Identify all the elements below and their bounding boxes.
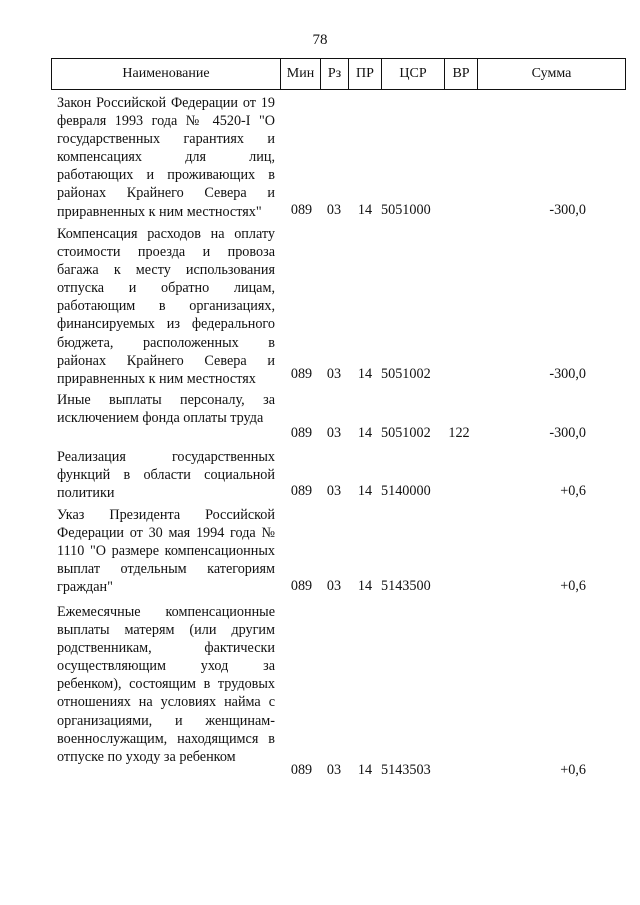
row-min: 089 — [290, 762, 313, 778]
row-pr: 14 — [357, 762, 373, 778]
header-min: Мин — [281, 59, 321, 89]
row-pr: 14 — [357, 366, 373, 382]
row-pr: 14 — [357, 425, 373, 441]
row-name: Указ Президента Российской Федерации от 30 мая 1994 года № 1110 "О размере компенсационных выплат отдельным категориям граждан" — [57, 507, 275, 596]
row-min: 089 — [290, 425, 313, 441]
row-csr: 5051002 — [381, 425, 431, 441]
header-vr: ВР — [445, 59, 478, 89]
row-name: Ежемесячные компенсационные выплаты матерям (или другим родственникам, фактически осуществляющим уход за ребенком), состоящим в трудовых отношениях на условиях найма с организациями, и женщинам-военнослужащим, находящимся в отпуске по уходу за ребенком — [57, 604, 275, 765]
row-pr: 14 — [357, 202, 373, 218]
row-name: Компенсация расходов на оплату стоимости проезда и провоза багажа к месту использования отпуска и обратно лицам, работающим в организациях, финансируемых из федерального бюджета, расположенных в районах Крайнего Севера и приравненных к ним местностях — [57, 226, 275, 387]
row-name: Реализация государственных функций в области социальной политики — [57, 449, 275, 502]
row-rz: 03 — [326, 483, 342, 499]
row-vr: 122 — [448, 425, 470, 441]
header-name: Наименование — [52, 59, 281, 89]
table-header — [51, 58, 626, 90]
row-min: 089 — [290, 578, 313, 594]
row-rz: 03 — [326, 762, 342, 778]
row-sum: -300,0 — [549, 202, 586, 218]
row-csr: 5051000 — [381, 202, 431, 218]
row-rz: 03 — [326, 202, 342, 218]
row-rz: 03 — [326, 366, 342, 382]
row-csr: 5143500 — [381, 578, 431, 594]
row-rz: 03 — [326, 578, 342, 594]
row-min: 089 — [290, 366, 313, 382]
row-csr: 5143503 — [381, 762, 431, 778]
header-csr: ЦСР — [382, 59, 445, 89]
row-pr: 14 — [357, 578, 373, 594]
row-rz: 03 — [326, 425, 342, 441]
header-pr: ПР — [349, 59, 382, 89]
header-rz: Рз — [321, 59, 349, 89]
row-name: Закон Российской Федерации от 19 февраля 1993 года № 4520-I "О государственных гарантиях и компенсациях для лиц, работающих и проживающих в районах Крайнего Севера и приравненных к ним местностях" — [57, 95, 275, 220]
row-min: 089 — [290, 202, 313, 218]
row-sum: +0,6 — [560, 762, 586, 778]
page-number: 78 — [312, 32, 328, 48]
row-csr: 5140000 — [381, 483, 431, 499]
row-sum: +0,6 — [560, 578, 586, 594]
row-sum: +0,6 — [560, 483, 586, 499]
row-sum: -300,0 — [549, 425, 586, 441]
row-sum: -300,0 — [549, 366, 586, 382]
row-min: 089 — [290, 483, 313, 499]
row-pr: 14 — [357, 483, 373, 499]
header-sum: Сумма — [531, 66, 572, 81]
row-csr: 5051002 — [381, 366, 431, 382]
row-name: Иные выплаты персоналу, за исключением фонда оплаты труда — [57, 392, 275, 427]
